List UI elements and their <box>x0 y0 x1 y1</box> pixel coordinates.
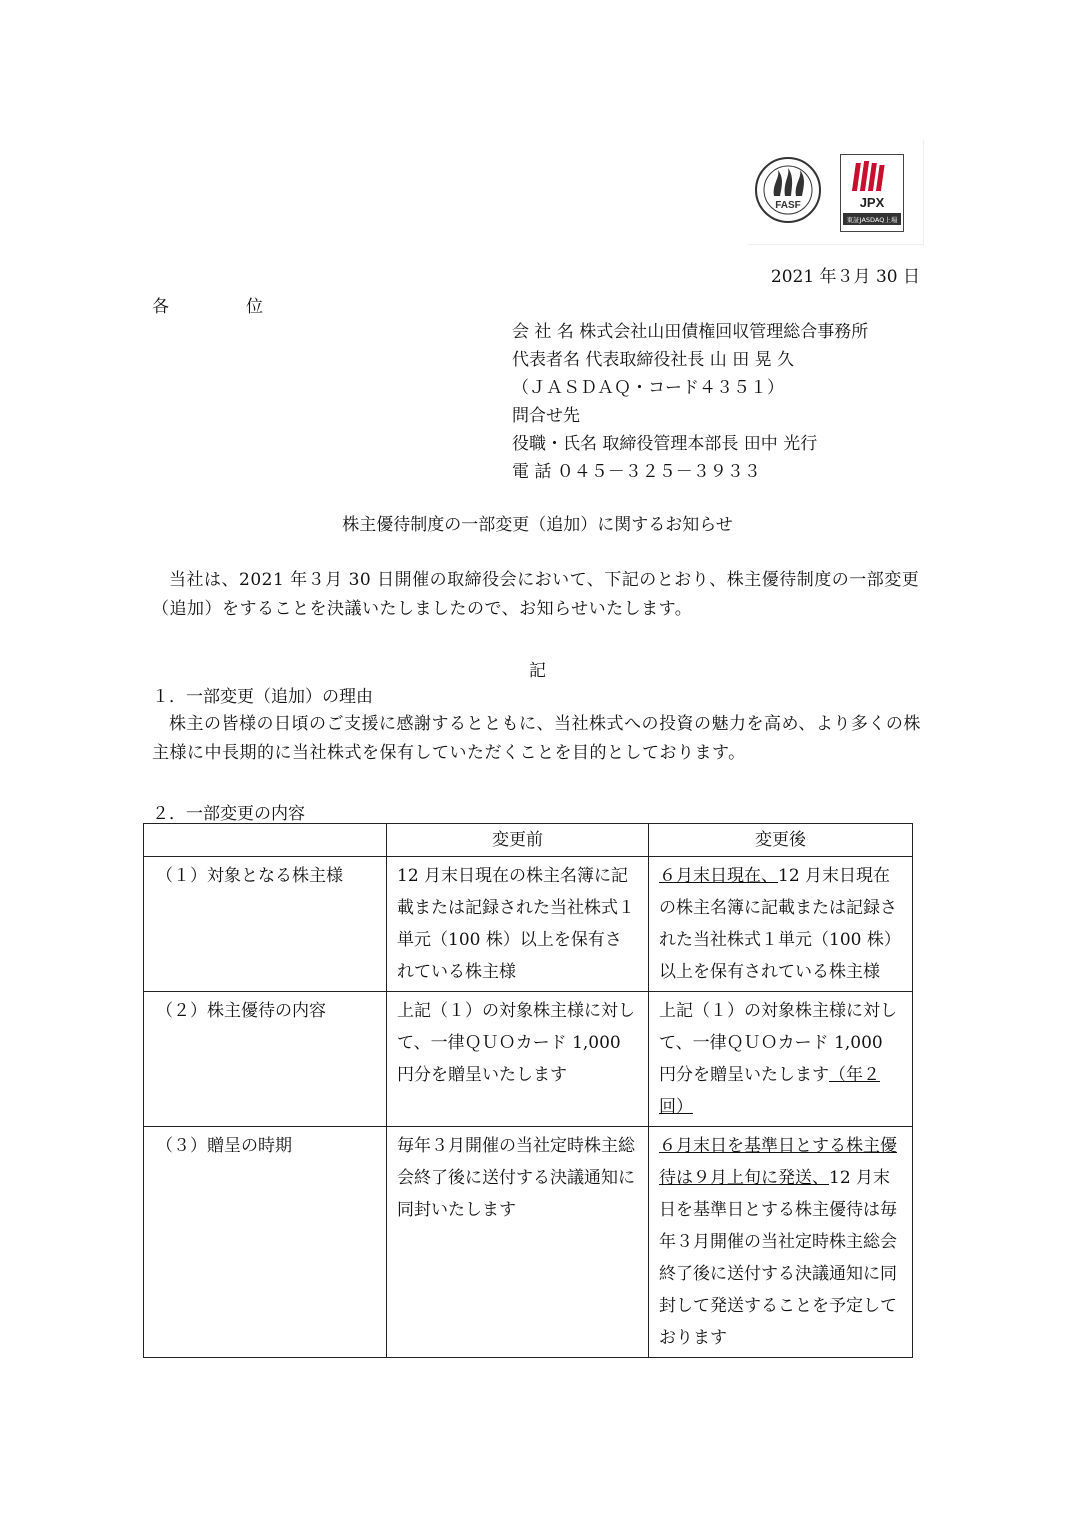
table-header-cell: 変更前 <box>387 824 649 857</box>
before-cell: 12 月末日現在の株主名簿に記載または記録された当社株式１単元（100 株）以上を保有されている株主様 <box>387 857 649 992</box>
table-header-cell: 変更後 <box>649 824 913 857</box>
addressee: 各 位 <box>152 297 293 317</box>
row-label: （１）対象となる株主様 <box>144 857 387 992</box>
section1-heading: １．一部変更（追加）の理由 <box>152 687 373 707</box>
ki-heading: 記 <box>529 661 546 681</box>
after-cell <box>649 992 913 1127</box>
after-rest: 12 月末日を基準日とする株主優待は毎年３月開催の当社定時株主総会終了後に送付する決議通知に同封して発送することを予定しております <box>659 1168 897 1348</box>
after-main: 上記（１）の対象株主様に対して、一律ＱＵＯカード 1,000 円分を贈呈いたします <box>659 1001 897 1085</box>
change-table <box>143 823 913 1358</box>
company-code: （ＪＡＳＤＡＱ・コード４３５１） <box>512 378 784 398</box>
section2-heading: ２．一部変更の内容 <box>152 804 305 824</box>
fasf-text: FASF <box>775 200 801 211</box>
row-label: （２）株主優待の内容 <box>144 992 387 1127</box>
company-info <box>512 318 868 486</box>
section1-body: 株主の皆様の日頃のご支援に感謝するとともに、当社株式への投資の魅力を高め、より多くの株主様に中長期的に当社株式を保有していただくことを目的としております。 <box>152 714 921 763</box>
table-row <box>144 1127 913 1358</box>
after-underlined: ６月末日現在、 <box>659 866 778 886</box>
table-row <box>144 857 913 992</box>
after-underlined: ６月末日を基準日とする株主優待は９月上旬に発送、 <box>659 1136 897 1188</box>
table-row <box>144 992 913 1127</box>
after-cell <box>649 857 913 992</box>
page-title: 株主優待制度の一部変更（追加）に関するお知らせ <box>342 515 733 535</box>
contact-label: 問合せ先 <box>512 406 580 426</box>
contact-phone: 電 話 ０４５－３２５－３９３３ <box>512 462 761 482</box>
before-cell: 毎年３月開催の当社定時株主総会終了後に送付する決議通知に同封いたします <box>387 1127 649 1358</box>
document-date: 2021 年３月 30 日 <box>770 267 920 287</box>
row-label: （３）贈呈の時期 <box>144 1127 387 1358</box>
after-underlined: （年２回） <box>659 1065 880 1117</box>
before-cell: 上記（１）の対象株主様に対して、一律ＱＵＯカード 1,000 円分を贈呈いたします <box>387 992 649 1127</box>
jpx-text: JPX <box>859 195 885 210</box>
jpx-sub-text: 東証JASDAQ上場 <box>846 216 898 224</box>
table-header-cell <box>144 824 387 857</box>
jpx-logo <box>840 154 904 232</box>
company-representative: 代表者名 代表取締役社長 山 田 晃 久 <box>512 350 795 370</box>
logo-area <box>748 140 924 245</box>
intro-paragraph: 当社は、2021 年３月 30 日開催の取締役会において、下記のとおり、株主優待制度の一部変更（追加）をすることを決議いたしましたので、お知らせいたします。 <box>152 570 920 619</box>
company-name: 会 社 名 株式会社山田債権回収管理総合事務所 <box>512 322 869 342</box>
contact-person: 役職・氏名 取締役管理本部長 田中 光行 <box>512 434 818 454</box>
fasf-logo <box>754 156 822 224</box>
table-header-row <box>144 824 913 857</box>
after-rest: 12 月末日現在の株主名簿に記載または記録された当社株式１単元（100 株）以上を保有されている株主様 <box>659 866 901 982</box>
after-cell <box>649 1127 913 1358</box>
